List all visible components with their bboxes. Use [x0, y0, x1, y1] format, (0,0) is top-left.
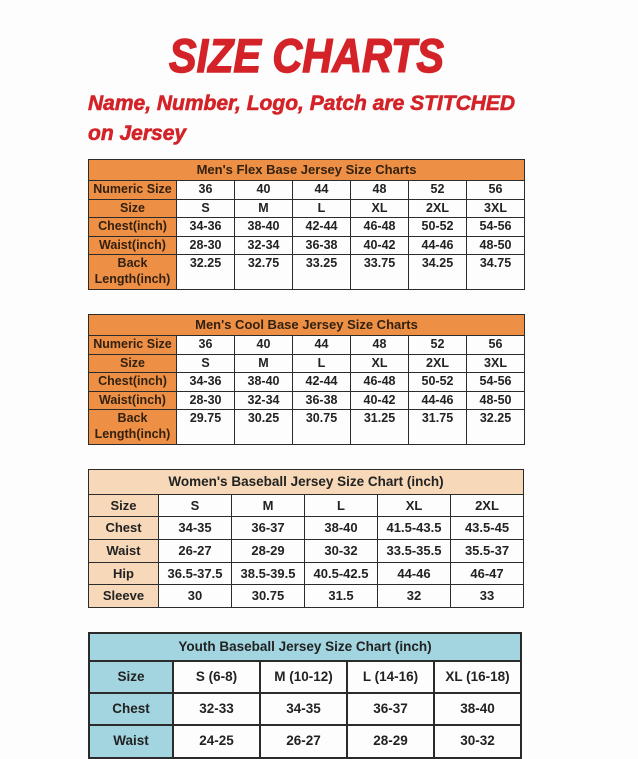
size-value-cell: 38-40: [235, 218, 293, 237]
size-value-cell: 48: [351, 335, 409, 354]
table-row: [89, 725, 521, 757]
size-value-cell: 26-27: [159, 540, 232, 563]
size-value-cell: 50-52: [409, 373, 467, 392]
size-value-cell: 46-48: [351, 373, 409, 392]
size-value-cell: 28-30: [177, 236, 235, 255]
table-row: [89, 494, 524, 517]
table-row: [89, 391, 525, 410]
row-label: Waist(inch): [89, 236, 177, 255]
size-value-cell: 34-36: [177, 218, 235, 237]
size-value-cell: 36.5-37.5: [159, 562, 232, 585]
table-title: Youth Baseball Jersey Size Chart (inch): [89, 633, 521, 661]
size-value-cell: S: [177, 354, 235, 373]
table-title-row: [89, 633, 521, 661]
size-value-cell: 35.5-37: [451, 540, 524, 563]
row-label: Back Length(inch): [89, 410, 177, 444]
size-value-cell: 34-35: [159, 517, 232, 540]
size-value-cell: 40.5-42.5: [305, 562, 378, 585]
size-value-cell: L (14-16): [347, 661, 434, 693]
table-title-row: [89, 159, 525, 180]
table-row: [89, 661, 521, 693]
size-value-cell: 29.75: [177, 410, 235, 444]
size-value-cell: XL: [378, 494, 451, 517]
row-label: Size: [89, 199, 177, 218]
table-row: [89, 562, 524, 585]
size-value-cell: 44-46: [378, 562, 451, 585]
size-value-cell: 32-34: [235, 391, 293, 410]
size-value-cell: L: [293, 354, 351, 373]
row-label: Hip: [89, 562, 159, 585]
size-value-cell: 38-40: [305, 517, 378, 540]
size-value-cell: S (6-8): [173, 661, 260, 693]
size-value-cell: 28-29: [232, 540, 305, 563]
size-table-womens-baseball: [88, 469, 524, 608]
size-value-cell: 30.25: [235, 410, 293, 444]
table-row: [89, 218, 525, 237]
size-value-cell: 36: [177, 180, 235, 199]
row-label: Sleeve: [89, 585, 159, 608]
size-value-cell: 38.5-39.5: [232, 562, 305, 585]
size-value-cell: 33: [451, 585, 524, 608]
size-value-cell: 32.25: [467, 410, 525, 444]
subtitle-line-1: Name, Number, Logo, Patch are STITCHED: [88, 91, 516, 115]
size-value-cell: 46-47: [451, 562, 524, 585]
size-value-cell: 32.25: [177, 255, 235, 289]
size-value-cell: L: [305, 494, 378, 517]
size-value-cell: 54-56: [467, 373, 525, 392]
size-value-cell: 3XL: [467, 354, 525, 373]
table-row: [89, 585, 524, 608]
size-value-cell: 30-32: [305, 540, 378, 563]
table-row: [89, 236, 525, 255]
size-value-cell: 30.75: [232, 585, 305, 608]
size-value-cell: 42-44: [293, 218, 351, 237]
size-value-cell: 34-35: [260, 693, 347, 725]
size-value-cell: 48-50: [467, 391, 525, 410]
size-value-cell: 48: [351, 180, 409, 199]
table-title: Men's Flex Base Jersey Size Charts: [89, 159, 525, 180]
size-value-cell: XL: [351, 354, 409, 373]
table-title-row: [89, 314, 525, 335]
size-value-cell: 3XL: [467, 199, 525, 218]
size-value-cell: M: [235, 354, 293, 373]
row-label: Chest: [89, 517, 159, 540]
size-value-cell: 28-29: [347, 725, 434, 757]
size-value-cell: 33.25: [293, 255, 351, 289]
table-row: [89, 255, 525, 289]
table-row: [89, 199, 525, 218]
row-label: Size: [89, 494, 159, 517]
row-label: Size: [89, 661, 173, 693]
size-value-cell: 32.75: [235, 255, 293, 289]
table-title: Women's Baseball Jersey Size Chart (inch): [89, 469, 524, 494]
row-label: Waist: [89, 540, 159, 563]
size-value-cell: 36-38: [293, 391, 351, 410]
size-value-cell: 34.25: [409, 255, 467, 289]
page-title: SIZE CHARTS: [169, 29, 444, 82]
size-value-cell: 44: [293, 335, 351, 354]
row-label: Chest: [89, 693, 173, 725]
size-value-cell: M: [232, 494, 305, 517]
size-value-cell: 2XL: [409, 199, 467, 218]
row-label: Size: [89, 354, 177, 373]
row-label: Waist(inch): [89, 391, 177, 410]
table-title: Men's Cool Base Jersey Size Charts: [89, 314, 525, 335]
size-value-cell: 56: [467, 335, 525, 354]
size-value-cell: 31.25: [351, 410, 409, 444]
size-value-cell: S: [177, 199, 235, 218]
size-value-cell: L: [293, 199, 351, 218]
size-value-cell: XL (16-18): [434, 661, 521, 693]
size-value-cell: 54-56: [467, 218, 525, 237]
size-value-cell: 40: [235, 180, 293, 199]
row-label: Chest(inch): [89, 218, 177, 237]
table-row: [89, 540, 524, 563]
row-label: Numeric Size: [89, 335, 177, 354]
size-value-cell: 43.5-45: [451, 517, 524, 540]
size-value-cell: 33.5-35.5: [378, 540, 451, 563]
size-value-cell: 32: [378, 585, 451, 608]
size-value-cell: 28-30: [177, 391, 235, 410]
size-value-cell: 50-52: [409, 218, 467, 237]
size-value-cell: 2XL: [451, 494, 524, 517]
size-value-cell: 32-34: [235, 236, 293, 255]
size-value-cell: 52: [409, 335, 467, 354]
size-table-mens-flex-base: [88, 159, 525, 290]
tables-container: [88, 159, 638, 759]
size-value-cell: XL: [351, 199, 409, 218]
table-title-row: [89, 469, 524, 494]
subtitle-line-2: on Jersey: [88, 121, 187, 145]
table-row: [89, 354, 525, 373]
size-value-cell: M (10-12): [260, 661, 347, 693]
size-value-cell: S: [159, 494, 232, 517]
size-value-cell: 33.75: [351, 255, 409, 289]
table-row: [89, 410, 525, 444]
size-value-cell: 48-50: [467, 236, 525, 255]
size-value-cell: 52: [409, 180, 467, 199]
size-value-cell: 31.5: [305, 585, 378, 608]
size-table-youth-baseball: [88, 632, 522, 759]
size-value-cell: 24-25: [173, 725, 260, 757]
table-row: [89, 180, 525, 199]
row-label: Numeric Size: [89, 180, 177, 199]
size-value-cell: M: [235, 199, 293, 218]
size-value-cell: 32-33: [173, 693, 260, 725]
size-value-cell: 30-32: [434, 725, 521, 757]
size-value-cell: 38-40: [235, 373, 293, 392]
size-value-cell: 44: [293, 180, 351, 199]
size-value-cell: 36: [177, 335, 235, 354]
size-value-cell: 56: [467, 180, 525, 199]
size-value-cell: 26-27: [260, 725, 347, 757]
size-value-cell: 44-46: [409, 391, 467, 410]
size-value-cell: 34-36: [177, 373, 235, 392]
table-row: [89, 693, 521, 725]
size-value-cell: 31.75: [409, 410, 467, 444]
row-label: Waist: [89, 725, 173, 757]
table-row: [89, 517, 524, 540]
size-value-cell: 40: [235, 335, 293, 354]
table-row: [89, 335, 525, 354]
size-value-cell: 30: [159, 585, 232, 608]
size-value-cell: 30.75: [293, 410, 351, 444]
row-label: Back Length(inch): [89, 255, 177, 289]
size-value-cell: 36-38: [293, 236, 351, 255]
size-value-cell: 46-48: [351, 218, 409, 237]
size-value-cell: 40-42: [351, 236, 409, 255]
table-row: [89, 373, 525, 392]
size-value-cell: 34.75: [467, 255, 525, 289]
size-value-cell: 40-42: [351, 391, 409, 410]
size-value-cell: 42-44: [293, 373, 351, 392]
size-value-cell: 36-37: [232, 517, 305, 540]
row-label: Chest(inch): [89, 373, 177, 392]
size-value-cell: 2XL: [409, 354, 467, 373]
size-value-cell: 44-46: [409, 236, 467, 255]
page-subtitle: [88, 89, 638, 149]
size-table-mens-cool-base: [88, 314, 525, 445]
size-value-cell: 38-40: [434, 693, 521, 725]
size-value-cell: 41.5-43.5: [378, 517, 451, 540]
size-value-cell: 36-37: [347, 693, 434, 725]
